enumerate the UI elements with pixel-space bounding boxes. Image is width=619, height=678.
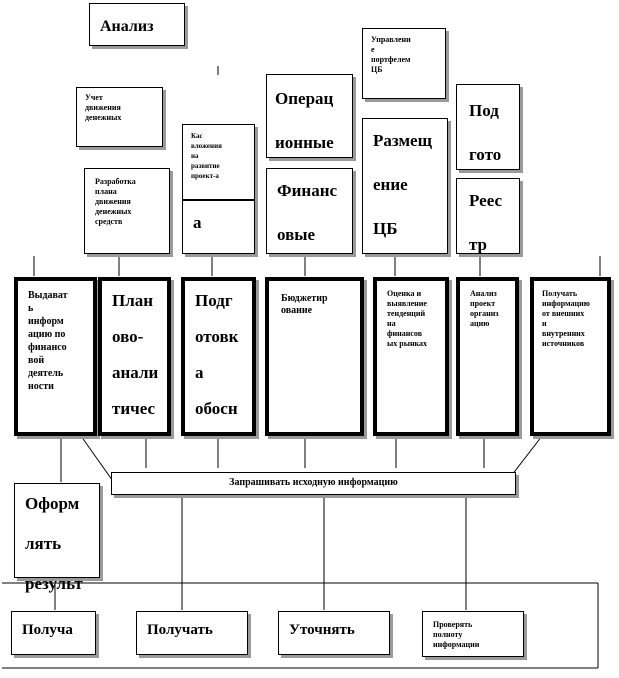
box-analysis-text: Анализ <box>100 18 154 35</box>
box-receive-2 <box>136 611 248 655</box>
box-receive-1 <box>11 611 96 655</box>
box-obtain-info-text: Получать информацию от внешних и внутренних источников <box>542 289 590 348</box>
box-securities-portfolio-mgmt <box>362 28 446 99</box>
box-cash-flow-plan-text: Разработка плана движения денежных средств <box>95 177 136 226</box>
box-cash-flow-accounting <box>76 87 163 147</box>
box-receive-1-text: Получа <box>22 622 73 638</box>
box-securities-placement <box>362 118 448 254</box>
box-financial <box>266 168 353 254</box>
box-securities-portfolio-mgmt-text: Управлени е портфелем ЦБ <box>371 35 411 74</box>
box-org-analysis <box>456 277 519 436</box>
box-collect-info-text: Выдават ь информ ацию по финансо вой деятель ности <box>28 290 68 392</box>
box-budgeting <box>265 277 364 436</box>
box-prepare-top <box>456 84 520 170</box>
box-request-info <box>111 472 516 495</box>
box-clarify <box>278 611 390 655</box>
box-collect-info <box>14 277 97 436</box>
box-obtain-info <box>530 277 611 436</box>
box-proposals-cont <box>182 200 255 254</box>
box-registry-text: Реес тр <box>469 191 503 254</box>
box-cash-flow-accounting-text: Учет движения денежных <box>85 93 122 122</box>
box-financial-text: Финанс овые <box>277 181 338 244</box>
box-request-info-text: Запрашивать исходную информацию <box>229 477 398 488</box>
box-cash-flow-plan <box>84 168 170 254</box>
box-proposals <box>182 124 255 200</box>
box-prepare-justification <box>181 277 256 436</box>
box-budgeting-text: Бюджетир ование <box>281 293 328 316</box>
box-receive-2-text: Получать <box>147 622 213 638</box>
box-proposals-text: Кас вложения на развитие проект-а <box>191 132 222 180</box>
box-check-completeness-text: Проверять полноту информации <box>433 620 480 649</box>
box-format-results-text: Оформ лять результ <box>25 494 83 593</box>
box-org-analysis-text: Анализ проект организ ацию <box>470 289 499 328</box>
box-operating <box>266 74 353 158</box>
box-analysis <box>89 3 185 46</box>
box-clarify-text: Уточнять <box>289 622 355 638</box>
box-planning-analytics-text: План ово- анали тичес <box>112 291 159 418</box>
box-trend-assessment-text: Оценка и выявление тенденций на финансов ых рынках <box>387 289 428 348</box>
box-prepare-justification-text: Подг отовк а обосн <box>195 291 239 418</box>
box-prepare-top-text: Под гото <box>469 101 502 164</box>
box-check-completeness <box>422 611 524 657</box>
box-proposals-cont-text: а <box>193 213 202 232</box>
box-format-results <box>14 483 100 593</box>
box-planning-analytics <box>98 277 171 436</box>
box-registry <box>456 178 520 254</box>
box-securities-placement-text: Размещ ение ЦБ <box>373 131 432 238</box>
box-operating-text: Операц ионные <box>275 89 334 152</box>
box-trend-assessment <box>373 277 449 436</box>
